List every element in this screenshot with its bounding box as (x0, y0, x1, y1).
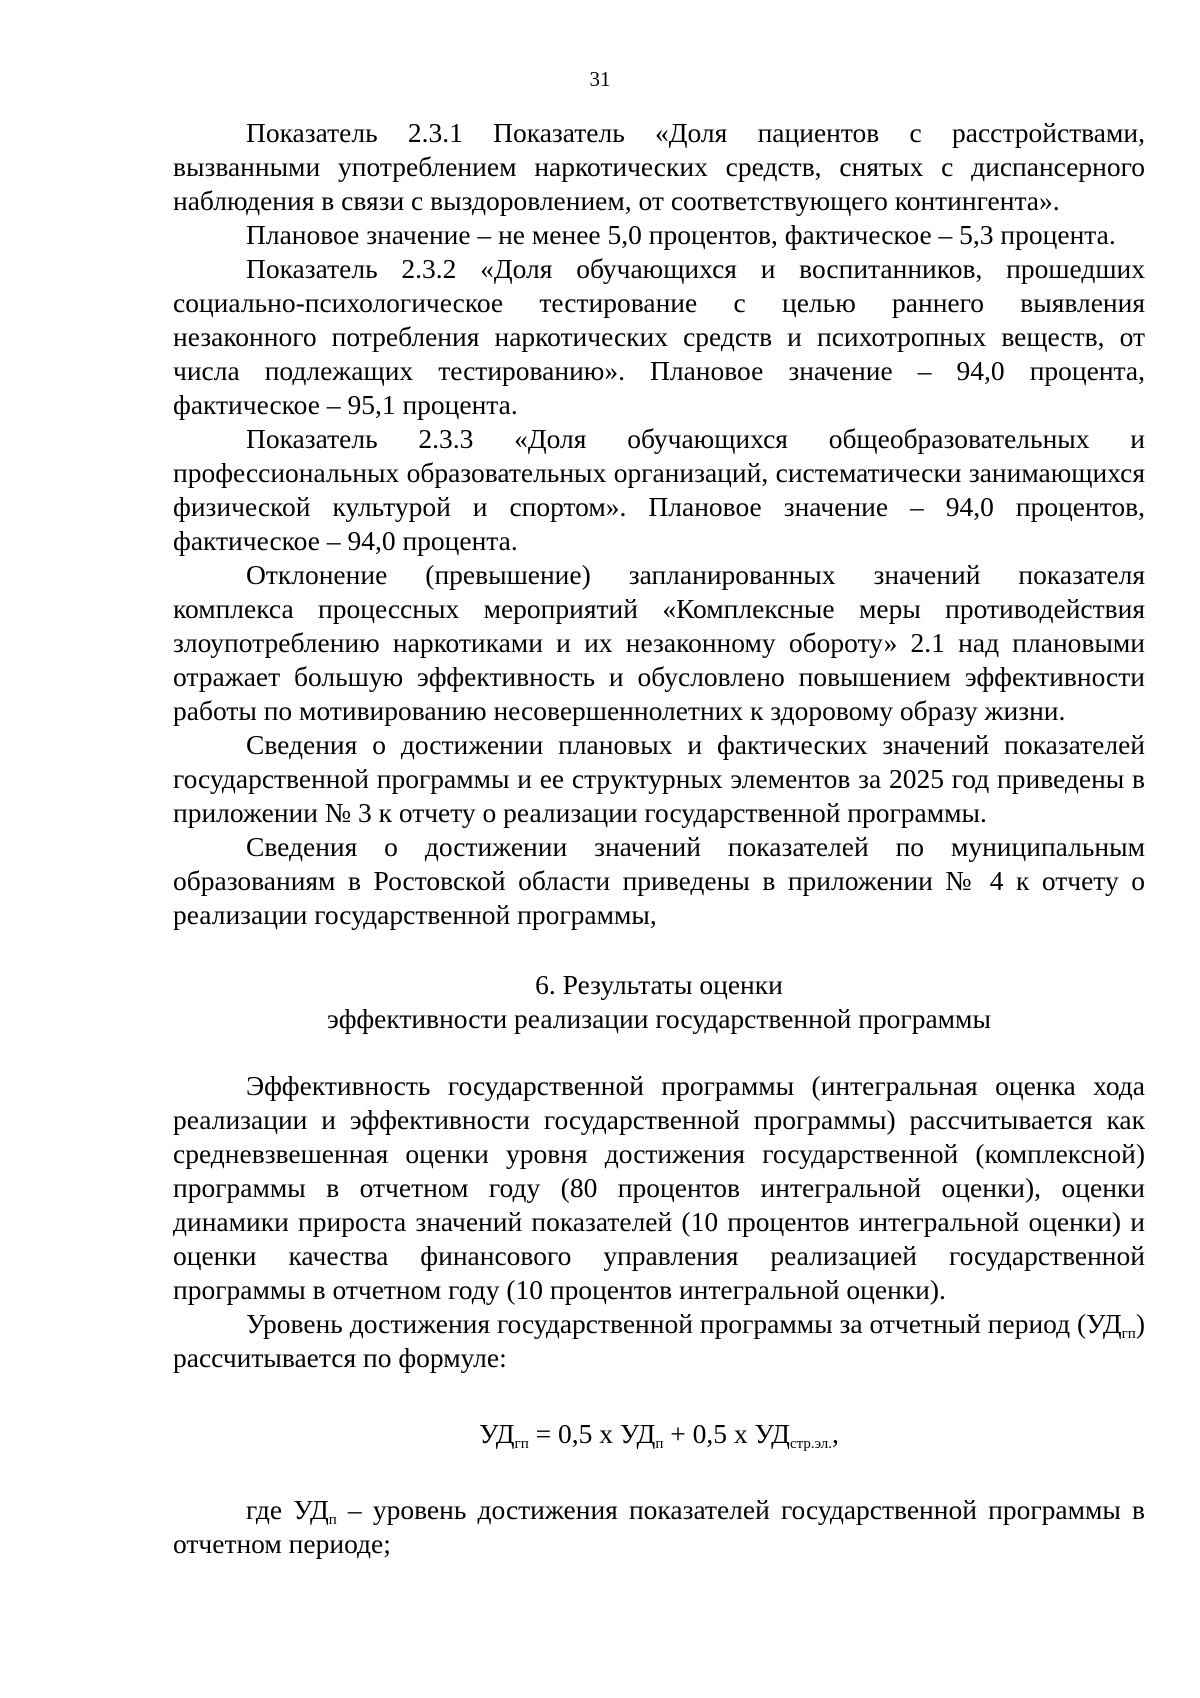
level-text-after: ) рассчитывается по формуле: (173, 1308, 1145, 1373)
section-heading (173, 968, 1145, 1036)
paragraph-efficiency: Эффективность государственной программы (интегральная оценка хода реализации и эффективности государственной программы) рассчитывается как средневзвешенная оценки уровня достижения государственной (комплексной) программы в отчетном году (80 процентов интегральной оценки), оценки динамики прироста значений показателей (10 процентов интегральной оценки) и оценки качества финансового управления реализацией государственной программы в отчетном году (10 процентов интегральной оценки). (173, 1070, 1145, 1305)
paragraph-indicator-2-3-3: Показатель 2.3.3 «Доля обучающихся общеобразовательных и профессиональных образовательных организаций, систематически занимающихся физической культурой и спортом». Плановое значение – 94,0 процентов, фактическое – 94,0 процента. (173, 423, 1145, 556)
paragraph-where (173, 1493, 1145, 1561)
formula-part-3: + 0,5 х УД (663, 1418, 790, 1449)
paragraph-indicator-2-3-2: Показатель 2.3.2 «Доля обучающихся и воспитанников, прошедших социально-психологическое тестирование с целью раннего выявления незаконного потребления наркотических средств и психотропных веществ, от числа подлежащих тестированию». Плановое значение – 94,0 процента, фактическое – 95,1 процента. (173, 253, 1145, 420)
where-text-after: – уровень достижения показателей государственной программы в отчетном периоде; (173, 1494, 1145, 1559)
formula-subscript-3: стр.эл. (789, 1436, 833, 1452)
formula-part-2: = 0,5 х УД (528, 1418, 656, 1449)
formula-part-1: УД (479, 1418, 515, 1449)
where-subscript: п (328, 1512, 337, 1528)
paragraph-plan-value: Плановое значение – не менее 5,0 процентов, фактическое – 5,3 процента. (246, 219, 1116, 250)
formula-part-4: , (832, 1418, 839, 1449)
page-number: 31 (589, 67, 611, 91)
paragraph-level-formula-intro (173, 1307, 1145, 1375)
section-heading-line-1: 6. Результаты оценки (535, 969, 783, 1000)
paragraph-deviation: Отклонение (превышение) запланированных значений показателя комплекса процессных мероприятий «Комплексные меры противодействия злоупотреблению наркотиками и их незаконному обороту» 2.1 над плановыми отражает большую эффективность и обусловлено повышением эффективности работы по мотивированию несовершеннолетних к здоровому образу жизни. (173, 559, 1145, 726)
formula-subscript-2: п (655, 1436, 664, 1452)
section-heading-line-2: эффективности реализации государственной программы (327, 1003, 991, 1034)
level-subscript: гп (1121, 1326, 1136, 1342)
formula (173, 1417, 1145, 1451)
paragraph-appendix-4: Сведения о достижении значений показателей по муниципальным образованиям в Ростовской области приведены в приложении № 4 к отчету о реализации государственной программы, (173, 831, 1145, 930)
paragraph-indicator-2-3-1: Показатель 2.3.1 Показатель «Доля пациентов с расстройствами, вызванными употреблением наркотических средств, снятых с диспансерного наблюдения в связи с выздоровлением, от соответствующего контингента». (173, 117, 1145, 216)
where-text-before: где УД (246, 1494, 329, 1525)
document-body (173, 116, 1145, 1561)
paragraph-appendix-3: Сведения о достижении плановых и фактических значений показателей государственной программы и ее структурных элементов за 2025 год приведены в приложении № 3 к отчету о реализации государственной программы. (173, 729, 1145, 828)
formula-subscript-1: гп (514, 1436, 529, 1452)
level-text-before: Уровень достижения государственной программы за отчетный период (УД (246, 1308, 1122, 1339)
